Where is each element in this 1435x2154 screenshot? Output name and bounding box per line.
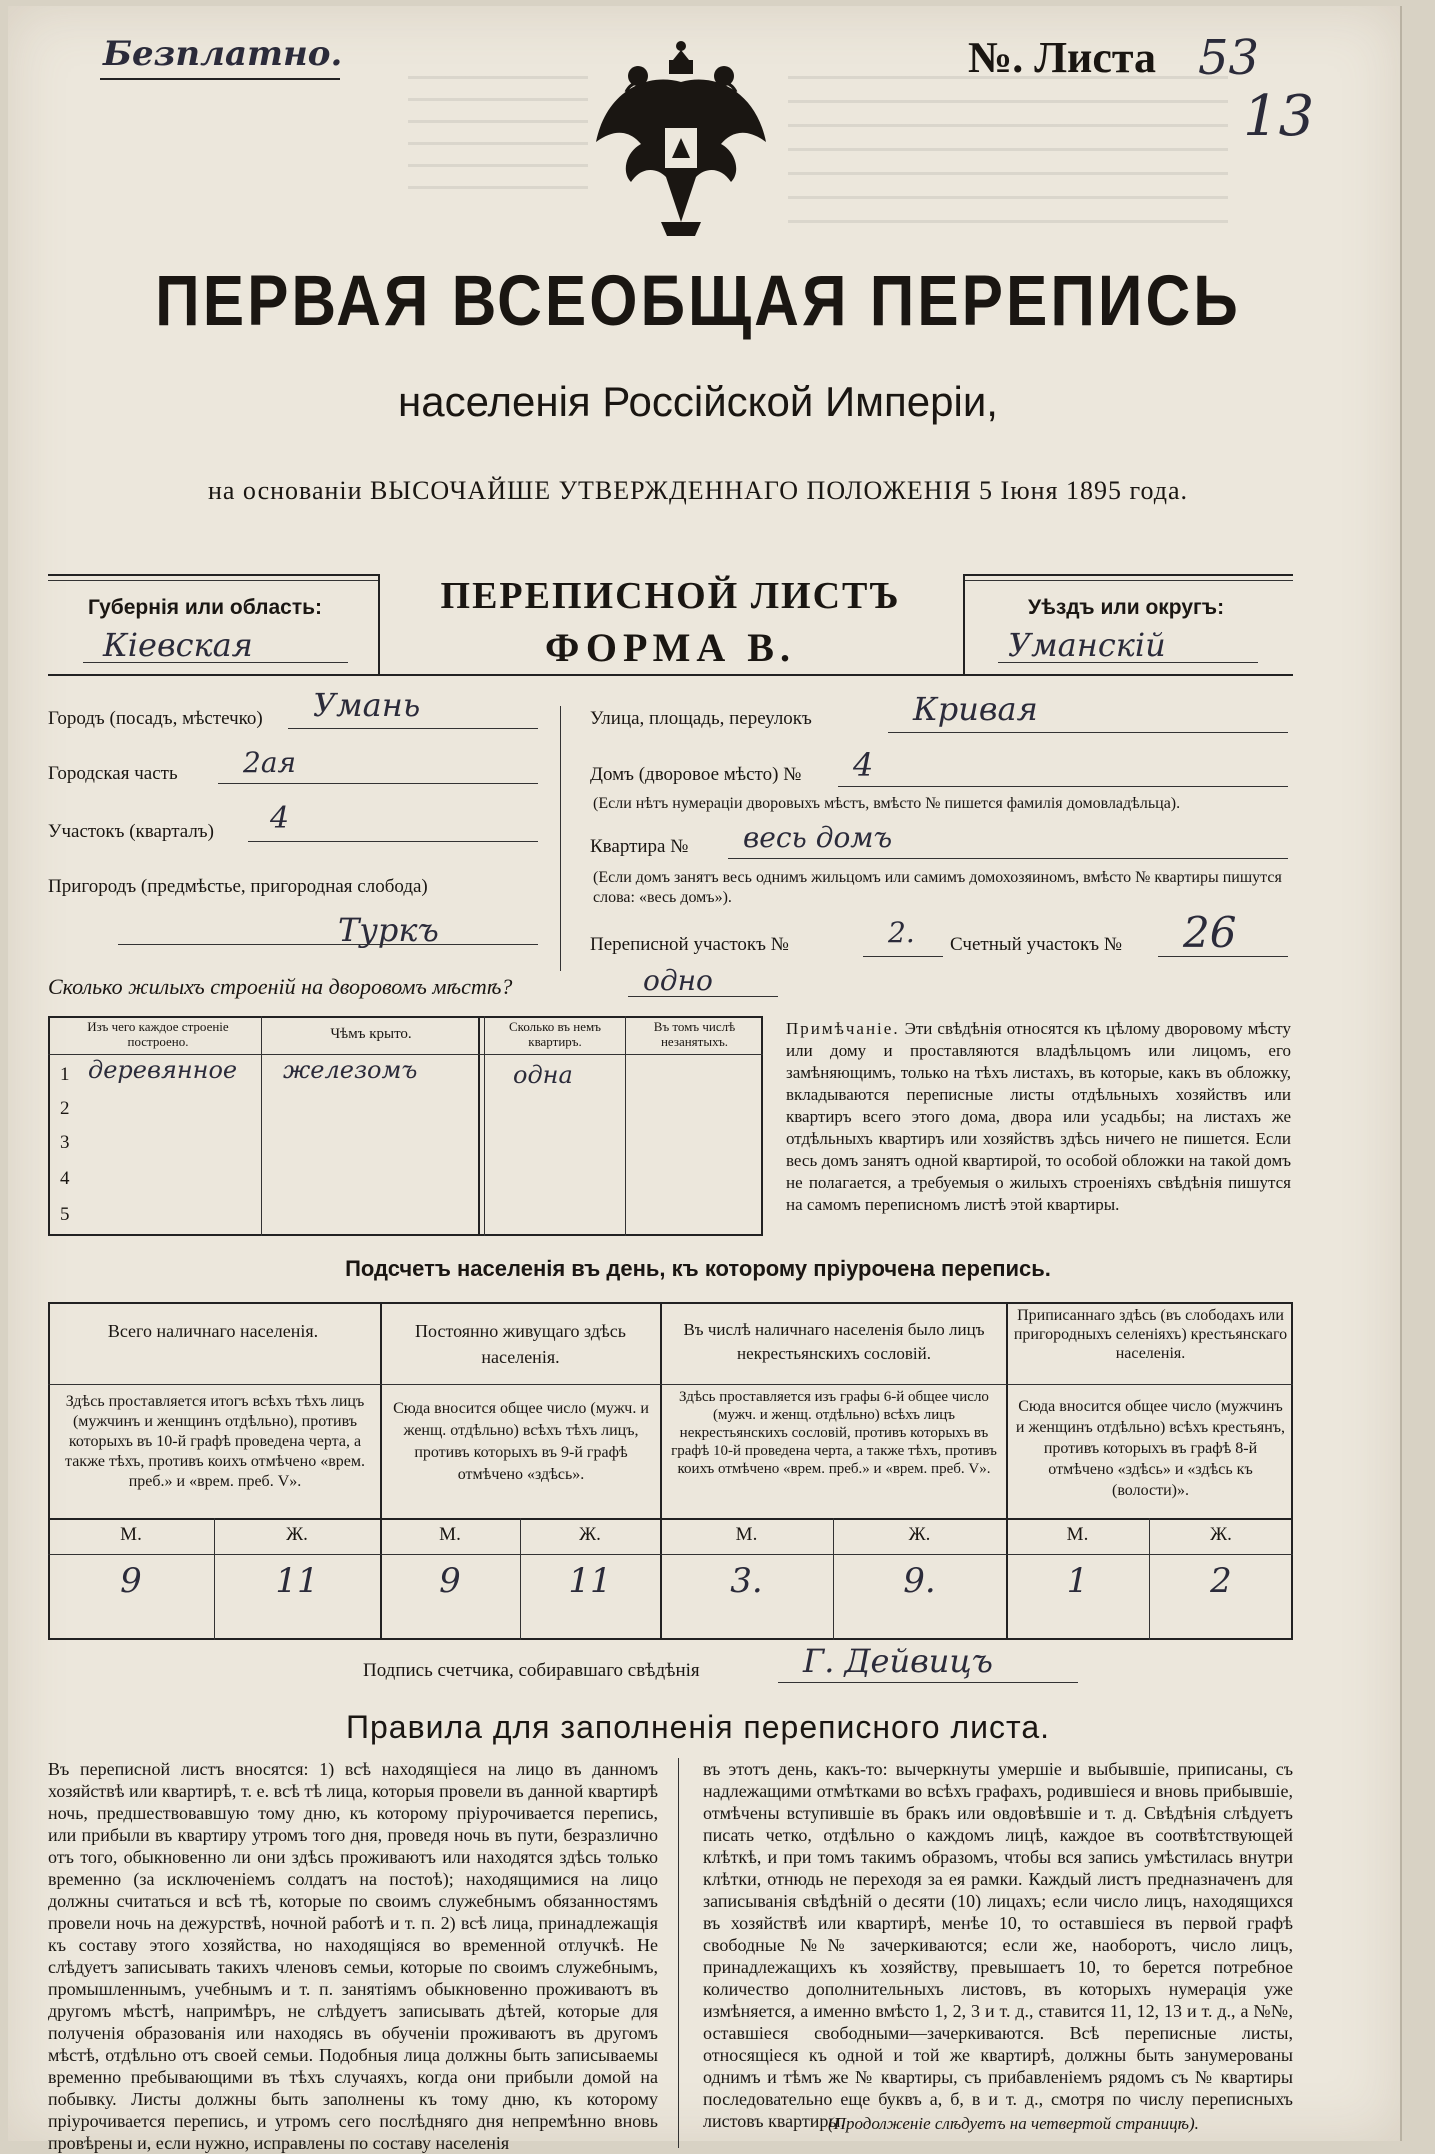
bt-row-flats-1: одна xyxy=(513,1061,573,1089)
bt-row-num-1: 1 xyxy=(60,1064,70,1085)
signature-line xyxy=(778,1682,1078,1683)
count-area-line xyxy=(1158,956,1288,957)
form-band-bottom xyxy=(48,674,1293,676)
bt-col-1 xyxy=(261,1016,262,1236)
pt-desc-3: Здѣсь проставляется изъ графы 6-й общее число (мужч. и женщ. отдѣльно) всѣхъ лицъ некрестьянскихъ сословій, противъ которыхъ въ графѣ 10-й проведена черта, а также тѣхъ, противъ коихъ отмѣчено «врем. преб.» и «врем. преб. V». xyxy=(671,1389,997,1477)
form-band-top-right xyxy=(963,574,1293,576)
district-line xyxy=(998,662,1258,663)
district-value: Уманскій xyxy=(1008,626,1166,664)
pt-head-line xyxy=(48,1384,1293,1385)
bt-head-empty: Въ томъ числѣ незанятыхъ. xyxy=(653,1019,736,1049)
pt-m-value-3: 3. xyxy=(730,1561,763,1601)
rules-right-column: въ этотъ день, какъ-то: вычеркнуты умершіе и выбывшіе, приписаны, съ надлежащими отмѣтками во всѣхъ графахъ, родившіеся и вновь прибывшіе, отмѣчены вступившіе въ бракъ или овдовѣвшіе и т. д. Свѣдѣнія слѣдуетъ писать четко, отдѣльно о каждомъ лицѣ, каждое въ соотвѣтствующей клѣткѣ, и при томъ такимъ образомъ, чтобы вся запись умѣстилась внутри клѣтки, отнюдь не переходя за ея рамки. Каждый листъ предназначенъ для записыванія свѣдѣній о десяти (10) лицахъ; если число лицъ, находящихся въ хозяйствѣ или квартирѣ, менѣе 10, то оставшіеся въ первой графѣ свободные №№ зачеркиваются; если же, наоборотъ, число лицъ, принадлежащихъ къ хозяйству, превышаетъ 10, то берется потребное количество дополнительныхъ листовъ, въ которыхъ нумерація уже измѣняется, а именно вмѣсто 1, 2, 3 и т. д., ставится 11, 12, 13 и т. д., а №№, оставшіеся свободными—зачеркиваются. Всѣ переписные листы, относящіеся къ одной и той же квартирѣ, должны быть занумерованы однимъ и тѣмъ же № квартиры, съ прибавленіемъ рядомъ съ № квартиры последовательно еще буквъ а, б, в и т. д., смотря по числу переписныхъ листовъ квартиры. xyxy=(703,1759,1293,2131)
note-block xyxy=(786,1018,1291,1216)
city-value: Умань xyxy=(313,686,421,724)
note-title: Примѣчаніе. xyxy=(786,1019,900,1038)
pt-m-label-1: М. xyxy=(120,1524,142,1545)
sheet-number-extra: 13 xyxy=(1243,84,1315,149)
bt-row-num-3: 3 xyxy=(60,1132,70,1153)
double-headed-eagle-emblem xyxy=(586,32,776,242)
bt-row-num-4: 4 xyxy=(60,1168,70,1189)
rules-divider xyxy=(678,1758,679,2148)
district-label: Уѣздъ или округъ: xyxy=(1028,596,1225,619)
pt-f-value-1: 11 xyxy=(275,1561,319,1601)
bleed-through-left xyxy=(408,76,588,206)
note-text: Эти свѣдѣнія относятся къ цѣлому дворовому мѣсту или дому и проставляются владѣльцомъ или лицомъ, его замѣняющимъ, только на тѣхъ листахъ, въ которые, какъ въ обложку, вкладываются переписные листы отдѣльныхъ хозяйствъ или квартиръ всего этого дома, двора или усадьбы; на листахъ же отдѣльныхъ квартиръ или хозяйствъ здѣсь ничего не пишется. Если весь домъ занятъ одной квартирой, то особой обложки на такой домъ не полагается, а требуемыя о жилыхъ строеніяхъ свѣдѣнія пишутся на самомъ переписномъ листѣ этой квартиры. xyxy=(786,1019,1291,1214)
province-line xyxy=(83,662,348,663)
bt-row-num-2: 2 xyxy=(60,1098,70,1119)
rules-continued: (Продолженіе слѣдуетъ на четвертой страницѣ). xyxy=(828,2114,1199,2133)
pt-desc-2: Сюда вносится общее число (мужч. и женщ. отдѣльно) всѣхъ тѣхъ лицъ, противъ которыхъ въ 9-й графѣ отмѣчено «здѣсь». xyxy=(393,1400,649,1483)
census-area-value: 2. xyxy=(888,916,915,949)
city-part-line xyxy=(218,783,538,784)
precinct-line xyxy=(248,841,538,842)
pt-m-label-4: М. xyxy=(1066,1524,1089,1545)
legal-basis: на основаніи ВЫСОЧАЙШЕ УТВЕРЖДЕННАГО ПОЛОЖЕНІЯ 5 Іюня 1895 года. xyxy=(207,476,1189,505)
form-band-top-left xyxy=(48,574,378,576)
province-label: Губернія или область: xyxy=(88,596,323,619)
form-name: ПЕРЕПИСНОЙ ЛИСТЪ xyxy=(440,575,901,617)
bt-head-flats: Сколько въ немъ квартиръ. xyxy=(509,1019,601,1049)
house-value: 4 xyxy=(853,746,874,784)
pt-m-value-4: 1 xyxy=(1066,1561,1089,1601)
city-part-value: 2ая xyxy=(243,746,297,779)
suburb-value: Туркъ xyxy=(338,911,439,949)
bt-row-material-1: деревянное xyxy=(88,1056,238,1084)
precinct-label: Участокъ (кварталъ) xyxy=(48,821,214,842)
subtitle: населенія Россійской Имперіи, xyxy=(398,378,998,425)
free-stamp: Безплатно. xyxy=(103,34,343,74)
bt-head-material: Изъ чего каждое строеніе построено. xyxy=(87,1019,229,1049)
form-band-divider-right xyxy=(963,574,965,674)
signature-value: Г. Дейвицъ xyxy=(803,1642,993,1680)
pt-mf-line2 xyxy=(48,1554,1293,1555)
bt-col-2 xyxy=(478,1016,480,1236)
pt-m-value-1: 9 xyxy=(120,1561,142,1601)
census-sheet-page xyxy=(8,6,1402,2153)
flat-label: Квартира № xyxy=(590,836,689,857)
flat-note: (Если домъ занятъ весь однимъ жильцомъ или самимъ домохозяиномъ, вмѣсто № квартиры пишутся слова: «весь домъ»). xyxy=(593,869,1282,906)
form-band-top-left2 xyxy=(48,580,378,581)
census-area-label: Переписной участокъ № xyxy=(590,934,789,955)
street-line xyxy=(888,732,1288,733)
buildings-table xyxy=(48,1016,763,1236)
form-variant: ФОРМА В. xyxy=(545,625,796,670)
rules-left-column: Въ переписной листъ вносятся: 1) всѣ находящіеся на лицо въ данномъ хозяйствѣ или квартирѣ, т. е. всѣ тѣ лица, которыя провели въ данной квартирѣ ночь, предшествовавшую тому дню, къ которому пріурочивается перепись, или прибыли въ квартиру утромъ того дня, проведя ночь въ пути, безразлично отъ того, обыкновенно ли они здѣсь проживаютъ или находятся здѣсь только временно (за исключеніемъ солдатъ на постоѣ); находящимися на лицо должны считаться и всѣ тѣ, которые по своимъ служебнымъ обязанностямъ провели ночь на дежурствѣ, ночной работѣ и т. п. 2) всѣ лица, принадлежащія къ составу этого хозяйства, но находящіяся во временной отлучкѣ. Не слѣдуетъ записывать такихъ членовъ семьи, которые по своимъ служебнымъ, промышленнымъ, учебнымъ и т. п. занятіямъ обыкновенно проживаютъ въ другомъ мѣстѣ, напримѣръ, не слѣдуетъ записывать дѣтей, которые для полученія образованія или находясь въ обученіи проживаютъ въ другомъ мѣстѣ, отдѣльно отъ своей семьи. Подобныя лица должны быть записываемы временно пребывающими въ тѣхъ случаяхъ, когда они прибыли домой на побывку. Листы должны быть заполнены къ тому дню, къ которому пріурочивается перепись, и утромъ сего послѣдняго дня непремѣнно вновь провѣрены и, если нужно, исправлены по составу населенія xyxy=(48,1759,658,2153)
street-value: Кривая xyxy=(913,690,1038,728)
province-value: Кіевская xyxy=(103,626,253,664)
bt-col-2b xyxy=(484,1016,485,1236)
pt-head-2: Постоянно живущаго здѣсь населенія. xyxy=(415,1321,626,1367)
address-divider xyxy=(560,706,561,971)
bt-row-roof-1: железомъ xyxy=(283,1056,418,1084)
pt-mf-line xyxy=(48,1518,1293,1520)
count-area-label: Счетный участокъ № xyxy=(950,934,1122,955)
census-area-line xyxy=(863,956,943,957)
pt-f-label-1: Ж. xyxy=(286,1524,308,1545)
free-underline xyxy=(100,78,340,80)
pt-f-value-4: 2 xyxy=(1210,1561,1232,1601)
pt-f-value-2: 11 xyxy=(568,1561,612,1601)
buildings-answer: одно xyxy=(643,964,713,997)
city-part-label: Городская часть xyxy=(48,763,178,784)
pt-head-4: Приписаннаго здѣсь (въ слободахъ или пригородныхъ селеніяхъ) крестьянскаго населенія. xyxy=(1013,1307,1288,1362)
pt-f-label-4: Ж. xyxy=(1210,1524,1232,1545)
sheet-number-value: 53 xyxy=(1198,30,1260,86)
precinct-value: 4 xyxy=(270,801,290,836)
pt-head-3: Въ числѣ наличнаго населенія было лицъ некрестьянскихъ сословій. xyxy=(683,1320,985,1363)
suburb-label: Пригородъ (предмѣстье, пригородная слобода) xyxy=(48,876,428,897)
bt-row-num-5: 5 xyxy=(60,1204,70,1225)
pt-m-label-2: М. xyxy=(439,1524,461,1545)
bt-col-3 xyxy=(625,1016,626,1236)
bleed-through-right xyxy=(788,76,1228,236)
suburb-line xyxy=(118,944,538,945)
pt-head-1: Всего наличнаго населенія. xyxy=(107,1321,319,1341)
flat-value: весь домъ xyxy=(743,821,893,854)
pt-f-value-3: 9. xyxy=(903,1561,936,1601)
house-line xyxy=(838,786,1288,787)
main-title: ПЕРВАЯ ВСЕОБЩАЯ ПЕРЕПИСЬ xyxy=(155,261,1241,342)
flat-line xyxy=(728,858,1288,859)
house-note: (Если нѣтъ нумераціи дворовыхъ мѣстъ, вмѣсто № пишется фамилія домовладѣльца). xyxy=(593,795,1181,812)
bt-head-roof: Чѣмъ крыто. xyxy=(330,1026,412,1042)
pt-m-label-3: М. xyxy=(735,1524,758,1545)
sheet-number-label: №. Листа xyxy=(968,33,1157,82)
signature-label: Подпись счетчика, собиравшаго свѣдѣнія xyxy=(363,1660,700,1681)
house-label: Домъ (дворовое мѣсто) № xyxy=(590,764,802,785)
pt-f-label-2: Ж. xyxy=(579,1524,601,1545)
count-area-value: 26 xyxy=(1183,908,1237,957)
city-label: Городъ (посадъ, мѣстечко) xyxy=(48,708,263,729)
pt-desc-1: Здѣсь проставляется итогъ всѣхъ тѣхъ лицъ (мужчинъ и женщинъ отдѣльно), противъ которыхъ въ 10-й графѣ проведена черта, а также тѣхъ, противъ коихъ отмѣчено «врем. преб.» и «врем. преб. V». xyxy=(65,1393,365,1490)
street-label: Улица, площадь, переулокъ xyxy=(590,708,812,729)
city-line xyxy=(288,728,538,729)
pt-m-value-2: 9 xyxy=(439,1561,461,1601)
population-title: Подсчетъ населенія въ день, къ которому пріурочена перепись. xyxy=(345,1256,1051,1281)
pt-f-label-3: Ж. xyxy=(908,1524,931,1545)
rules-title: Правила для заполненія переписного листа. xyxy=(346,1709,1050,1745)
buildings-question: Сколько жилыхъ строеній на дворовомъ мѣстѣ? xyxy=(48,974,513,999)
buildings-line xyxy=(628,996,778,997)
bt-head-line xyxy=(48,1054,763,1055)
form-band-top-right2 xyxy=(963,580,1293,581)
pt-desc-4: Сюда вносится общее число (мужчинъ и женщинъ отдѣльно) всѣхъ крестьянъ, противъ которыхъ въ графѣ 8-й отмѣчено «здѣсь» и «здѣсь къ (волости)». xyxy=(1015,1398,1286,1499)
